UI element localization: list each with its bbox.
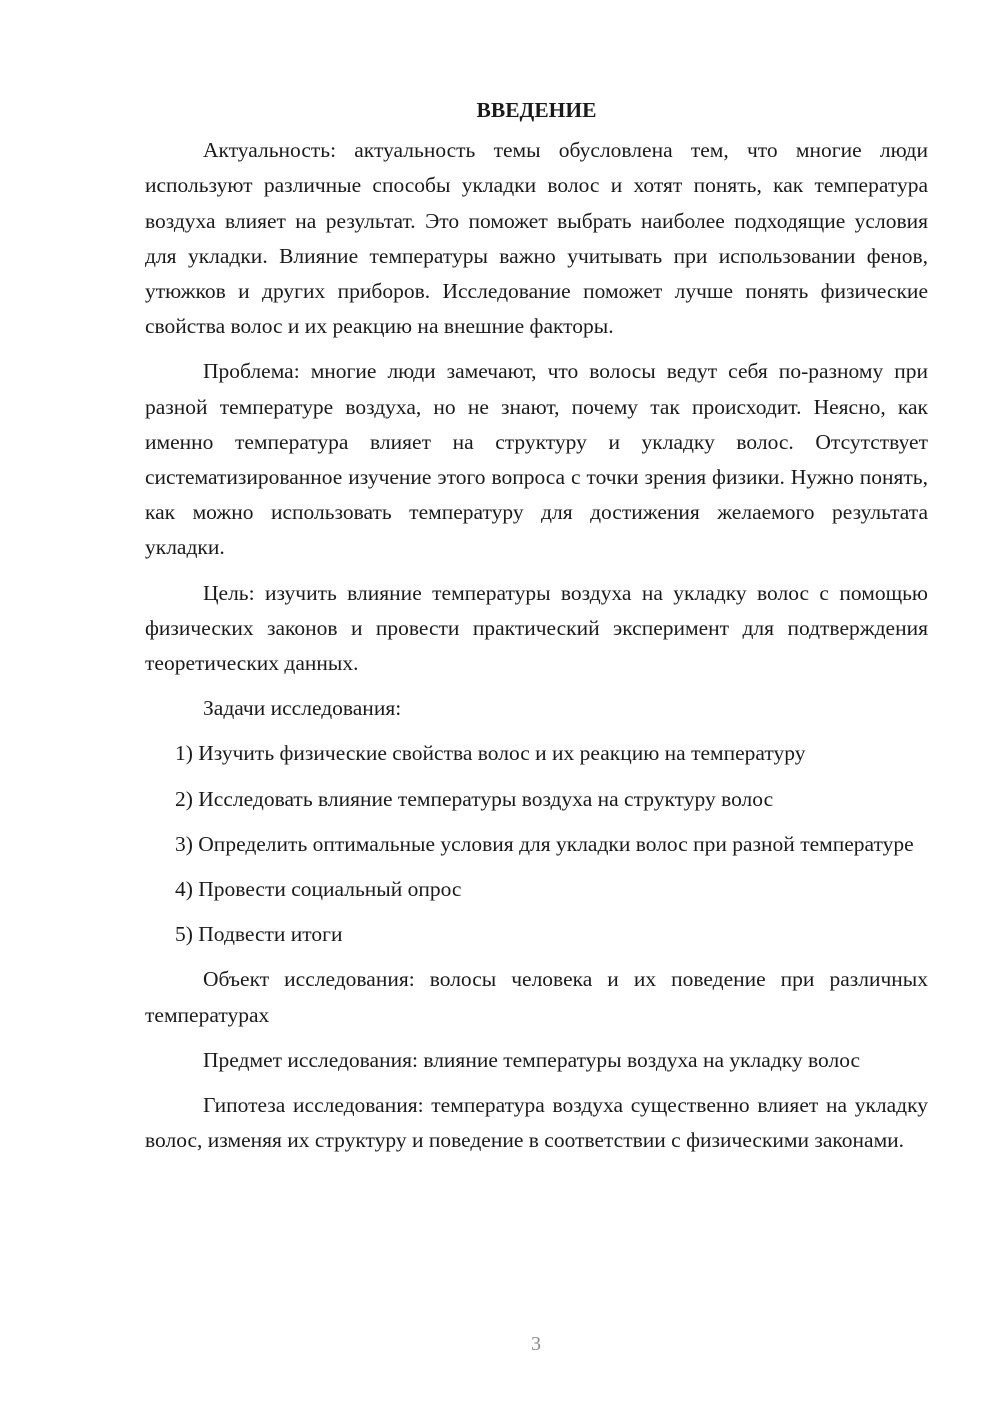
tasks-heading: Задачи исследования:	[203, 696, 402, 721]
hypothesis-paragraph: Гипотеза исследования: температура воздуха существенно влияет на укладку волос, изменяя их структуру и поведение в соответствии с физическими законами.	[145, 1093, 928, 1153]
problem-paragraph: Проблема: многие люди замечают, что волосы ведут себя по-разному при разной температуре воздуха, но не знают, почему так происходит. Неясно, как именно температура влияет на структуру и укладку волос. Отсутствует систематизированное изучение этого вопроса с точки зрения физики. Нужно понять, как можно использовать температуру для достижения желаемого результата укладки.	[145, 359, 928, 560]
task-item: 4) Провести социальный опрос	[175, 877, 462, 902]
task-item: 3) Определить оптимальные условия для укладки волос при разной температуре	[175, 831, 914, 856]
task-item: 2) Исследовать влияние температуры воздуха на структуру волос	[175, 786, 774, 811]
page-content	[145, 93, 928, 1168]
relevance-paragraph: Актуальность: актуальность темы обусловлена тем, что многие люди используют различные способы укладки волос и хотят понять, как температура воздуха влияет на результат. Это поможет выбрать наиболее подходящие условия для укладки. Влияние температуры важно учитывать при использовании фенов, утюжков и других приборов. Исследование поможет лучше понять физические свойства волос и их реакцию на внешние факторы.	[145, 138, 928, 339]
goal-paragraph: Цель: изучить влияние температуры воздуха на укладку волос с помощью физических законов и провести практический эксперимент для подтверждения теоретических данных.	[145, 580, 928, 676]
page-title: ВВЕДЕНИЕ	[476, 98, 597, 122]
task-item: 1) Изучить физические свойства волос и их реакцию на температуру	[175, 741, 806, 766]
task-item: 5) Подвести итоги	[175, 922, 343, 947]
object-paragraph: Объект исследования: волосы человека и их поведение при различных температурах	[145, 967, 928, 1027]
subject-paragraph: Предмет исследования: влияние температуры воздуха на укладку волос	[203, 1047, 861, 1072]
page-number: 3	[531, 1333, 541, 1355]
